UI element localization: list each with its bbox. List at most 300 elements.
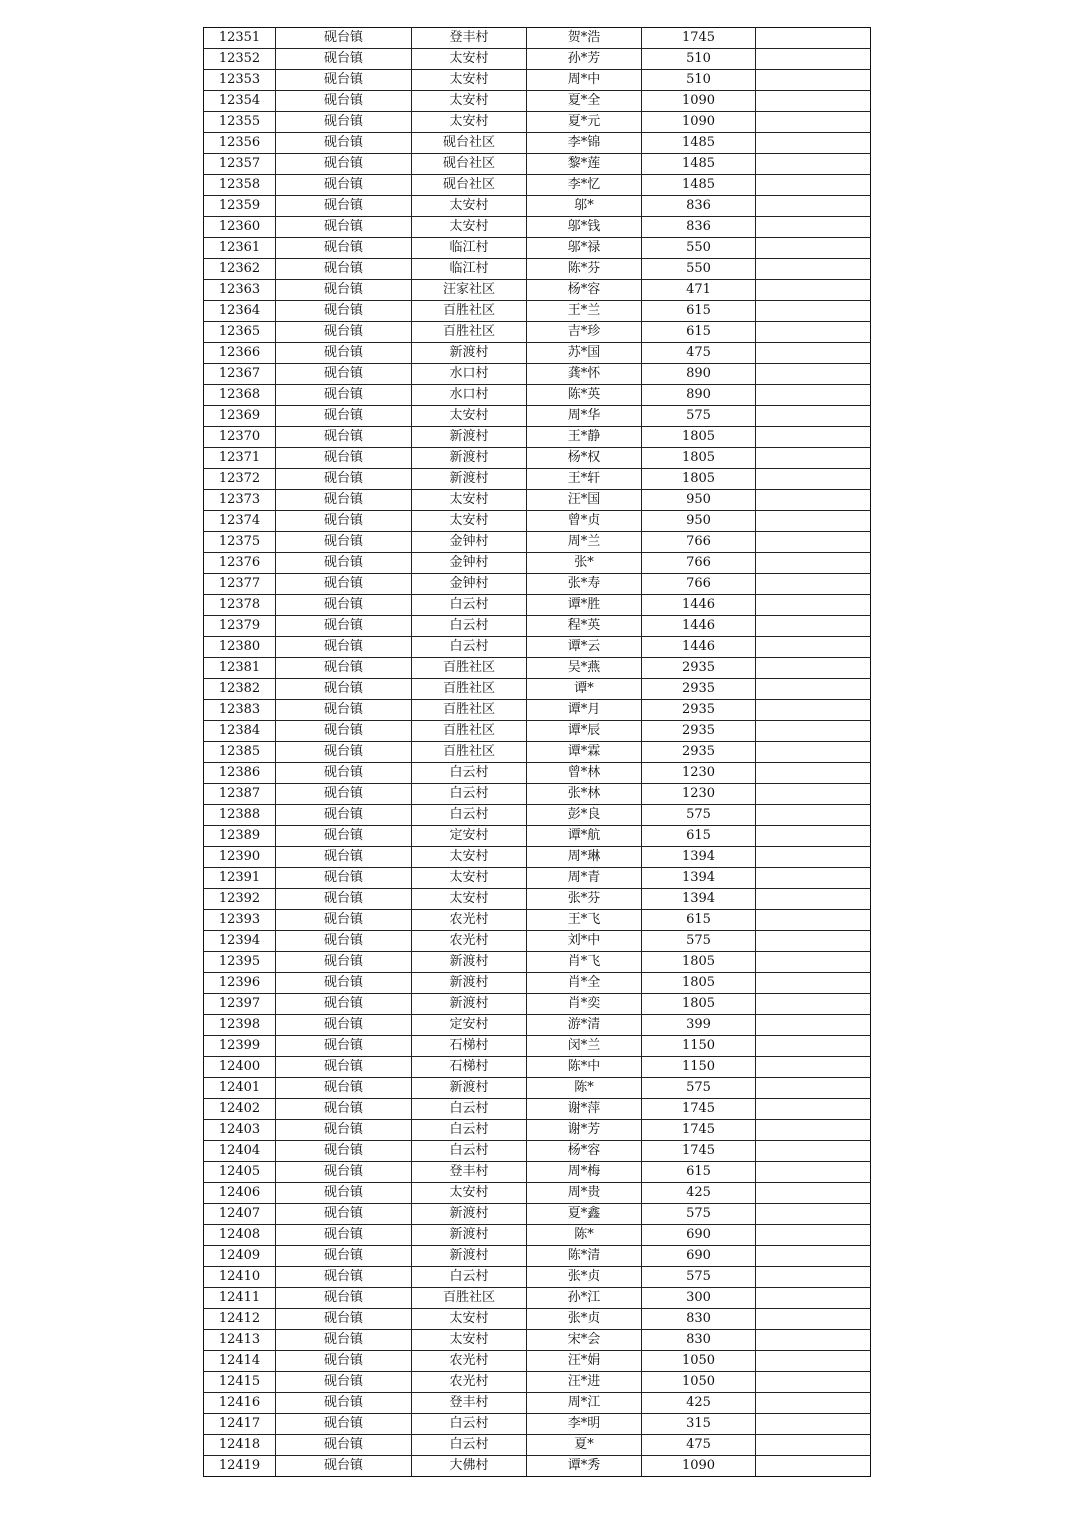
remark-cell (756, 805, 871, 826)
table-row (204, 1351, 871, 1372)
row-number-cell: 12372 (204, 469, 276, 490)
remark-cell (756, 175, 871, 196)
row-number-cell: 12407 (204, 1204, 276, 1225)
name-cell: 陈* (527, 1078, 642, 1099)
village-cell: 太安村 (412, 217, 527, 238)
town-cell: 砚台镇 (276, 1225, 412, 1246)
village-cell: 新渡村 (412, 448, 527, 469)
amount-cell: 1805 (642, 469, 756, 490)
village-cell: 新渡村 (412, 343, 527, 364)
amount-cell: 399 (642, 1015, 756, 1036)
village-cell: 白云村 (412, 1267, 527, 1288)
village-cell: 新渡村 (412, 1078, 527, 1099)
remark-cell (756, 280, 871, 301)
name-cell: 汪*进 (527, 1372, 642, 1393)
row-number-cell: 12371 (204, 448, 276, 469)
name-cell: 黎*莲 (527, 154, 642, 175)
amount-cell: 890 (642, 364, 756, 385)
amount-cell: 1805 (642, 448, 756, 469)
town-cell: 砚台镇 (276, 1204, 412, 1225)
remark-cell (756, 595, 871, 616)
village-cell: 白云村 (412, 763, 527, 784)
name-cell: 彭*良 (527, 805, 642, 826)
row-number-cell: 12418 (204, 1435, 276, 1456)
amount-cell: 1745 (642, 1120, 756, 1141)
table-row (204, 490, 871, 511)
amount-cell: 1805 (642, 427, 756, 448)
table-row (204, 1456, 871, 1477)
name-cell: 张*贞 (527, 1267, 642, 1288)
table-row (204, 1309, 871, 1330)
remark-cell (756, 763, 871, 784)
village-cell: 百胜社区 (412, 658, 527, 679)
row-number-cell: 12410 (204, 1267, 276, 1288)
town-cell: 砚台镇 (276, 616, 412, 637)
table-row (204, 637, 871, 658)
name-cell: 夏*元 (527, 112, 642, 133)
name-cell: 张*林 (527, 784, 642, 805)
table-row (204, 133, 871, 154)
name-cell: 程*英 (527, 616, 642, 637)
remark-cell (756, 364, 871, 385)
village-cell: 汪家社区 (412, 280, 527, 301)
remark-cell (756, 1036, 871, 1057)
town-cell: 砚台镇 (276, 133, 412, 154)
amount-cell: 510 (642, 49, 756, 70)
row-number-cell: 12358 (204, 175, 276, 196)
table-row (204, 1225, 871, 1246)
row-number-cell: 12375 (204, 532, 276, 553)
name-cell: 周*琳 (527, 847, 642, 868)
amount-cell: 1485 (642, 175, 756, 196)
amount-cell: 2935 (642, 679, 756, 700)
remark-cell (756, 700, 871, 721)
amount-cell: 690 (642, 1246, 756, 1267)
name-cell: 谭*月 (527, 700, 642, 721)
village-cell: 新渡村 (412, 973, 527, 994)
remark-cell (756, 1393, 871, 1414)
row-number-cell: 12406 (204, 1183, 276, 1204)
row-number-cell: 12378 (204, 595, 276, 616)
table-row (204, 532, 871, 553)
town-cell: 砚台镇 (276, 1141, 412, 1162)
village-cell: 太安村 (412, 406, 527, 427)
table-row (204, 994, 871, 1015)
amount-cell: 950 (642, 511, 756, 532)
town-cell: 砚台镇 (276, 28, 412, 49)
village-cell: 大佛村 (412, 1456, 527, 1477)
amount-cell: 575 (642, 406, 756, 427)
name-cell: 周*华 (527, 406, 642, 427)
amount-cell: 1446 (642, 595, 756, 616)
village-cell: 太安村 (412, 511, 527, 532)
village-cell: 石梯村 (412, 1036, 527, 1057)
table-row (204, 112, 871, 133)
table-row (204, 511, 871, 532)
row-number-cell: 12366 (204, 343, 276, 364)
town-cell: 砚台镇 (276, 511, 412, 532)
name-cell: 邬* (527, 196, 642, 217)
amount-cell: 575 (642, 931, 756, 952)
town-cell: 砚台镇 (276, 553, 412, 574)
village-cell: 农光村 (412, 1372, 527, 1393)
amount-cell: 766 (642, 532, 756, 553)
amount-cell: 1230 (642, 784, 756, 805)
row-number-cell: 12413 (204, 1330, 276, 1351)
row-number-cell: 12392 (204, 889, 276, 910)
remark-cell (756, 1162, 871, 1183)
town-cell: 砚台镇 (276, 490, 412, 511)
row-number-cell: 12352 (204, 49, 276, 70)
row-number-cell: 12373 (204, 490, 276, 511)
name-cell: 龚*怀 (527, 364, 642, 385)
table-row (204, 1435, 871, 1456)
remark-cell (756, 910, 871, 931)
remark-cell (756, 1204, 871, 1225)
village-cell: 水口村 (412, 364, 527, 385)
row-number-cell: 12401 (204, 1078, 276, 1099)
village-cell: 白云村 (412, 805, 527, 826)
table-row (204, 427, 871, 448)
table-row (204, 1246, 871, 1267)
remark-cell (756, 1372, 871, 1393)
remark-cell (756, 406, 871, 427)
amount-cell: 890 (642, 385, 756, 406)
table-row (204, 1183, 871, 1204)
table-row (204, 595, 871, 616)
village-cell: 百胜社区 (412, 301, 527, 322)
row-number-cell: 12390 (204, 847, 276, 868)
remark-cell (756, 994, 871, 1015)
remark-cell (756, 196, 871, 217)
name-cell: 刘*中 (527, 931, 642, 952)
town-cell: 砚台镇 (276, 1120, 412, 1141)
remark-cell (756, 784, 871, 805)
amount-cell: 510 (642, 70, 756, 91)
name-cell: 杨*容 (527, 1141, 642, 1162)
row-number-cell: 12402 (204, 1099, 276, 1120)
name-cell: 谭*秀 (527, 1456, 642, 1477)
row-number-cell: 12404 (204, 1141, 276, 1162)
town-cell: 砚台镇 (276, 91, 412, 112)
remark-cell (756, 1141, 871, 1162)
amount-cell: 1394 (642, 889, 756, 910)
table-row (204, 343, 871, 364)
town-cell: 砚台镇 (276, 658, 412, 679)
table-row (204, 1120, 871, 1141)
table-body (204, 28, 871, 1477)
town-cell: 砚台镇 (276, 1015, 412, 1036)
table-row (204, 1015, 871, 1036)
town-cell: 砚台镇 (276, 1330, 412, 1351)
row-number-cell: 12363 (204, 280, 276, 301)
table-row (204, 679, 871, 700)
remark-cell (756, 28, 871, 49)
town-cell: 砚台镇 (276, 322, 412, 343)
amount-cell: 1485 (642, 154, 756, 175)
town-cell: 砚台镇 (276, 973, 412, 994)
village-cell: 太安村 (412, 196, 527, 217)
town-cell: 砚台镇 (276, 742, 412, 763)
remark-cell (756, 259, 871, 280)
amount-cell: 1745 (642, 1099, 756, 1120)
name-cell: 周*中 (527, 70, 642, 91)
town-cell: 砚台镇 (276, 259, 412, 280)
village-cell: 白云村 (412, 1435, 527, 1456)
name-cell: 吉*珍 (527, 322, 642, 343)
row-number-cell: 12356 (204, 133, 276, 154)
name-cell: 游*清 (527, 1015, 642, 1036)
table-row (204, 70, 871, 91)
name-cell: 王*飞 (527, 910, 642, 931)
name-cell: 周*兰 (527, 532, 642, 553)
village-cell: 太安村 (412, 889, 527, 910)
town-cell: 砚台镇 (276, 406, 412, 427)
town-cell: 砚台镇 (276, 70, 412, 91)
amount-cell: 615 (642, 826, 756, 847)
row-number-cell: 12379 (204, 616, 276, 637)
town-cell: 砚台镇 (276, 595, 412, 616)
town-cell: 砚台镇 (276, 637, 412, 658)
village-cell: 农光村 (412, 910, 527, 931)
amount-cell: 300 (642, 1288, 756, 1309)
amount-cell: 1446 (642, 616, 756, 637)
village-cell: 太安村 (412, 1183, 527, 1204)
row-number-cell: 12361 (204, 238, 276, 259)
amount-cell: 575 (642, 1078, 756, 1099)
amount-cell: 1230 (642, 763, 756, 784)
village-cell: 太安村 (412, 49, 527, 70)
name-cell: 张*贞 (527, 1309, 642, 1330)
amount-cell: 2935 (642, 742, 756, 763)
remark-cell (756, 826, 871, 847)
village-cell: 农光村 (412, 931, 527, 952)
data-table (203, 27, 871, 1477)
table-row (204, 1141, 871, 1162)
remark-cell (756, 616, 871, 637)
amount-cell: 1050 (642, 1351, 756, 1372)
village-cell: 百胜社区 (412, 742, 527, 763)
remark-cell (756, 679, 871, 700)
amount-cell: 425 (642, 1393, 756, 1414)
remark-cell (756, 532, 871, 553)
remark-cell (756, 637, 871, 658)
table-row (204, 553, 871, 574)
table-row (204, 1393, 871, 1414)
name-cell: 杨*容 (527, 280, 642, 301)
row-number-cell: 12411 (204, 1288, 276, 1309)
row-number-cell: 12385 (204, 742, 276, 763)
table-row (204, 196, 871, 217)
name-cell: 周*贵 (527, 1183, 642, 1204)
remark-cell (756, 931, 871, 952)
amount-cell: 475 (642, 343, 756, 364)
row-number-cell: 12417 (204, 1414, 276, 1435)
row-number-cell: 12357 (204, 154, 276, 175)
village-cell: 登丰村 (412, 1162, 527, 1183)
row-number-cell: 12368 (204, 385, 276, 406)
name-cell: 陈*中 (527, 1057, 642, 1078)
town-cell: 砚台镇 (276, 1288, 412, 1309)
amount-cell: 550 (642, 259, 756, 280)
village-cell: 登丰村 (412, 28, 527, 49)
amount-cell: 2935 (642, 721, 756, 742)
row-number-cell: 12362 (204, 259, 276, 280)
town-cell: 砚台镇 (276, 700, 412, 721)
remark-cell (756, 322, 871, 343)
row-number-cell: 12397 (204, 994, 276, 1015)
row-number-cell: 12414 (204, 1351, 276, 1372)
remark-cell (756, 868, 871, 889)
name-cell: 王*轩 (527, 469, 642, 490)
town-cell: 砚台镇 (276, 217, 412, 238)
row-number-cell: 12409 (204, 1246, 276, 1267)
remark-cell (756, 721, 871, 742)
remark-cell (756, 448, 871, 469)
name-cell: 贺*浩 (527, 28, 642, 49)
town-cell: 砚台镇 (276, 1078, 412, 1099)
table-row (204, 1372, 871, 1393)
row-number-cell: 12351 (204, 28, 276, 49)
table-row (204, 364, 871, 385)
table-row (204, 322, 871, 343)
village-cell: 百胜社区 (412, 322, 527, 343)
row-number-cell: 12353 (204, 70, 276, 91)
village-cell: 太安村 (412, 91, 527, 112)
name-cell: 肖*飞 (527, 952, 642, 973)
table-row (204, 49, 871, 70)
amount-cell: 2935 (642, 658, 756, 679)
remark-cell (756, 1183, 871, 1204)
amount-cell: 575 (642, 1267, 756, 1288)
name-cell: 谢*萍 (527, 1099, 642, 1120)
town-cell: 砚台镇 (276, 469, 412, 490)
row-number-cell: 12415 (204, 1372, 276, 1393)
village-cell: 新渡村 (412, 1246, 527, 1267)
town-cell: 砚台镇 (276, 112, 412, 133)
row-number-cell: 12383 (204, 700, 276, 721)
row-number-cell: 12365 (204, 322, 276, 343)
town-cell: 砚台镇 (276, 784, 412, 805)
table-row (204, 889, 871, 910)
table-row (204, 847, 871, 868)
row-number-cell: 12405 (204, 1162, 276, 1183)
amount-cell: 1090 (642, 91, 756, 112)
remark-cell (756, 1246, 871, 1267)
name-cell: 夏*鑫 (527, 1204, 642, 1225)
table-row (204, 406, 871, 427)
remark-cell (756, 1414, 871, 1435)
remark-cell (756, 385, 871, 406)
village-cell: 砚台社区 (412, 133, 527, 154)
town-cell: 砚台镇 (276, 952, 412, 973)
amount-cell: 1745 (642, 28, 756, 49)
table-row (204, 1288, 871, 1309)
town-cell: 砚台镇 (276, 1414, 412, 1435)
town-cell: 砚台镇 (276, 826, 412, 847)
remark-cell (756, 133, 871, 154)
table-row (204, 259, 871, 280)
remark-cell (756, 1309, 871, 1330)
amount-cell: 615 (642, 322, 756, 343)
table-row (204, 1099, 871, 1120)
town-cell: 砚台镇 (276, 1246, 412, 1267)
amount-cell: 575 (642, 805, 756, 826)
table-row (204, 700, 871, 721)
row-number-cell: 12369 (204, 406, 276, 427)
table-row (204, 805, 871, 826)
amount-cell: 315 (642, 1414, 756, 1435)
village-cell: 百胜社区 (412, 679, 527, 700)
town-cell: 砚台镇 (276, 1036, 412, 1057)
remark-cell (756, 511, 871, 532)
village-cell: 水口村 (412, 385, 527, 406)
village-cell: 新渡村 (412, 1225, 527, 1246)
row-number-cell: 12393 (204, 910, 276, 931)
amount-cell: 615 (642, 301, 756, 322)
remark-cell (756, 1435, 871, 1456)
village-cell: 白云村 (412, 1099, 527, 1120)
town-cell: 砚台镇 (276, 889, 412, 910)
remark-cell (756, 889, 871, 910)
village-cell: 临江村 (412, 238, 527, 259)
table-row (204, 238, 871, 259)
table-row (204, 616, 871, 637)
village-cell: 砚台社区 (412, 154, 527, 175)
table-row (204, 1414, 871, 1435)
village-cell: 百胜社区 (412, 1288, 527, 1309)
table-row (204, 1036, 871, 1057)
remark-cell (756, 70, 871, 91)
amount-cell: 1150 (642, 1036, 756, 1057)
table-row (204, 574, 871, 595)
row-number-cell: 12364 (204, 301, 276, 322)
row-number-cell: 12391 (204, 868, 276, 889)
village-cell: 太安村 (412, 70, 527, 91)
amount-cell: 766 (642, 574, 756, 595)
amount-cell: 1805 (642, 994, 756, 1015)
name-cell: 曾*林 (527, 763, 642, 784)
name-cell: 谭*胜 (527, 595, 642, 616)
amount-cell: 2935 (642, 700, 756, 721)
remark-cell (756, 1330, 871, 1351)
table-row (204, 1162, 871, 1183)
row-number-cell: 12370 (204, 427, 276, 448)
remark-cell (756, 973, 871, 994)
name-cell: 李*明 (527, 1414, 642, 1435)
table-row (204, 721, 871, 742)
name-cell: 夏*全 (527, 91, 642, 112)
amount-cell: 1805 (642, 973, 756, 994)
table-row (204, 91, 871, 112)
village-cell: 白云村 (412, 784, 527, 805)
name-cell: 杨*权 (527, 448, 642, 469)
village-cell: 太安村 (412, 868, 527, 889)
town-cell: 砚台镇 (276, 280, 412, 301)
remark-cell (756, 1351, 871, 1372)
amount-cell: 1446 (642, 637, 756, 658)
remark-cell (756, 1288, 871, 1309)
name-cell: 孙*江 (527, 1288, 642, 1309)
remark-cell (756, 301, 871, 322)
table-row (204, 469, 871, 490)
town-cell: 砚台镇 (276, 1267, 412, 1288)
village-cell: 金钟村 (412, 553, 527, 574)
amount-cell: 1090 (642, 112, 756, 133)
town-cell: 砚台镇 (276, 1309, 412, 1330)
village-cell: 白云村 (412, 637, 527, 658)
row-number-cell: 12408 (204, 1225, 276, 1246)
